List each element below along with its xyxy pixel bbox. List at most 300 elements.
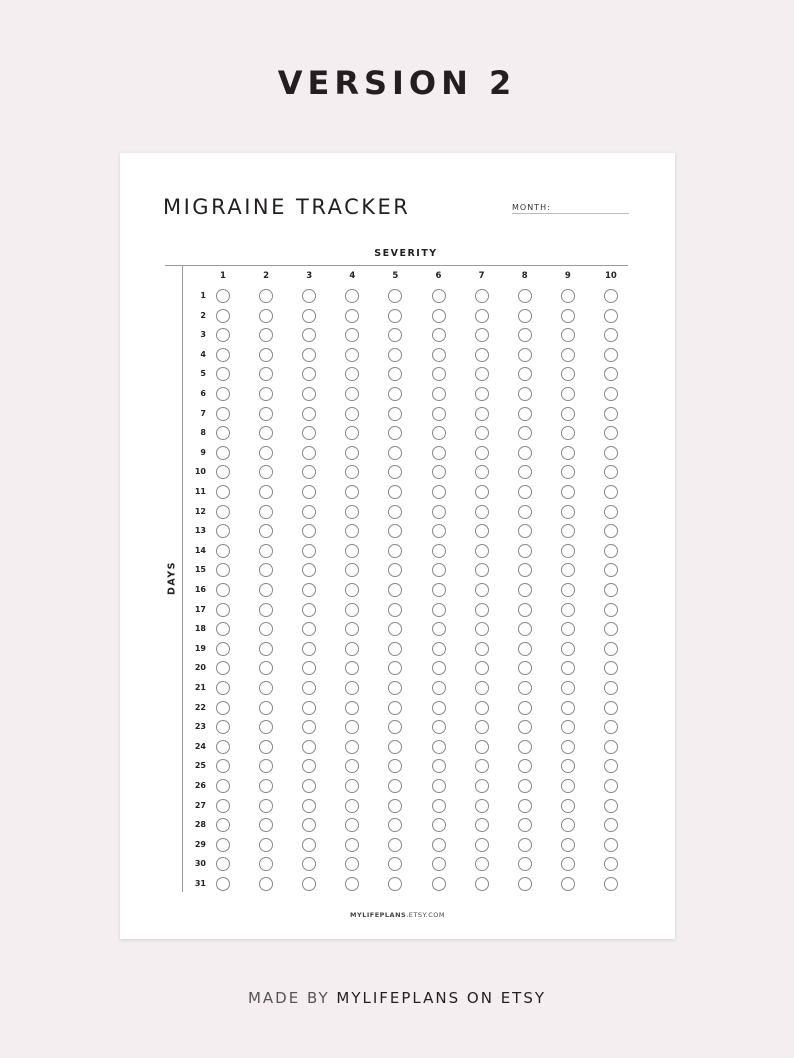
severity-bubble[interactable] bbox=[259, 348, 273, 362]
severity-bubble[interactable] bbox=[561, 524, 575, 538]
severity-bubble[interactable] bbox=[518, 681, 532, 695]
severity-bubble[interactable] bbox=[388, 622, 402, 636]
severity-bubble[interactable] bbox=[216, 563, 230, 577]
severity-bubble[interactable] bbox=[259, 681, 273, 695]
severity-bubble[interactable] bbox=[388, 779, 402, 793]
severity-bubble[interactable] bbox=[216, 701, 230, 715]
severity-bubble[interactable] bbox=[302, 701, 316, 715]
severity-bubble[interactable] bbox=[216, 524, 230, 538]
severity-bubble[interactable] bbox=[604, 289, 618, 303]
severity-bubble[interactable] bbox=[432, 426, 446, 440]
severity-bubble[interactable] bbox=[345, 446, 359, 460]
severity-bubble[interactable] bbox=[388, 544, 402, 558]
severity-bubble[interactable] bbox=[345, 387, 359, 401]
severity-bubble[interactable] bbox=[475, 505, 489, 519]
severity-bubble[interactable] bbox=[259, 309, 273, 323]
severity-bubble[interactable] bbox=[518, 328, 532, 342]
severity-bubble[interactable] bbox=[475, 524, 489, 538]
severity-bubble[interactable] bbox=[216, 544, 230, 558]
severity-bubble[interactable] bbox=[302, 759, 316, 773]
severity-bubble[interactable] bbox=[345, 642, 359, 656]
severity-bubble[interactable] bbox=[388, 759, 402, 773]
severity-bubble[interactable] bbox=[345, 740, 359, 754]
severity-bubble[interactable] bbox=[345, 857, 359, 871]
severity-bubble[interactable] bbox=[345, 524, 359, 538]
severity-bubble[interactable] bbox=[216, 681, 230, 695]
severity-bubble[interactable] bbox=[259, 407, 273, 421]
severity-bubble[interactable] bbox=[216, 289, 230, 303]
severity-bubble[interactable] bbox=[216, 661, 230, 675]
severity-bubble[interactable] bbox=[216, 740, 230, 754]
severity-bubble[interactable] bbox=[216, 407, 230, 421]
severity-bubble[interactable] bbox=[259, 289, 273, 303]
severity-bubble[interactable] bbox=[561, 661, 575, 675]
severity-bubble[interactable] bbox=[259, 622, 273, 636]
severity-bubble[interactable] bbox=[475, 583, 489, 597]
severity-bubble[interactable] bbox=[388, 857, 402, 871]
severity-bubble[interactable] bbox=[432, 799, 446, 813]
severity-bubble[interactable] bbox=[302, 505, 316, 519]
severity-bubble[interactable] bbox=[604, 622, 618, 636]
severity-bubble[interactable] bbox=[259, 661, 273, 675]
severity-bubble[interactable] bbox=[475, 701, 489, 715]
severity-bubble[interactable] bbox=[216, 877, 230, 891]
severity-bubble[interactable] bbox=[432, 622, 446, 636]
severity-bubble[interactable] bbox=[518, 701, 532, 715]
severity-bubble[interactable] bbox=[475, 446, 489, 460]
severity-bubble[interactable] bbox=[604, 877, 618, 891]
severity-bubble[interactable] bbox=[259, 465, 273, 479]
severity-bubble[interactable] bbox=[475, 603, 489, 617]
severity-bubble[interactable] bbox=[561, 563, 575, 577]
severity-bubble[interactable] bbox=[345, 348, 359, 362]
severity-bubble[interactable] bbox=[259, 701, 273, 715]
severity-bubble[interactable] bbox=[475, 544, 489, 558]
severity-bubble[interactable] bbox=[345, 328, 359, 342]
severity-bubble[interactable] bbox=[302, 328, 316, 342]
severity-bubble[interactable] bbox=[561, 328, 575, 342]
severity-bubble[interactable] bbox=[518, 426, 532, 440]
severity-bubble[interactable] bbox=[216, 583, 230, 597]
severity-bubble[interactable] bbox=[561, 681, 575, 695]
severity-bubble[interactable] bbox=[475, 779, 489, 793]
severity-bubble[interactable] bbox=[561, 701, 575, 715]
severity-bubble[interactable] bbox=[388, 485, 402, 499]
severity-bubble[interactable] bbox=[518, 603, 532, 617]
severity-bubble[interactable] bbox=[259, 583, 273, 597]
severity-bubble[interactable] bbox=[475, 799, 489, 813]
severity-bubble[interactable] bbox=[604, 485, 618, 499]
severity-bubble[interactable] bbox=[518, 465, 532, 479]
severity-bubble[interactable] bbox=[388, 681, 402, 695]
severity-bubble[interactable] bbox=[388, 446, 402, 460]
severity-bubble[interactable] bbox=[561, 289, 575, 303]
severity-bubble[interactable] bbox=[345, 583, 359, 597]
severity-bubble[interactable] bbox=[432, 818, 446, 832]
severity-bubble[interactable] bbox=[216, 446, 230, 460]
severity-bubble[interactable] bbox=[302, 818, 316, 832]
severity-bubble[interactable] bbox=[604, 603, 618, 617]
severity-bubble[interactable] bbox=[216, 309, 230, 323]
severity-bubble[interactable] bbox=[216, 387, 230, 401]
severity-bubble[interactable] bbox=[518, 485, 532, 499]
severity-bubble[interactable] bbox=[432, 701, 446, 715]
severity-bubble[interactable] bbox=[259, 779, 273, 793]
severity-bubble[interactable] bbox=[518, 309, 532, 323]
severity-bubble[interactable] bbox=[259, 642, 273, 656]
severity-bubble[interactable] bbox=[388, 877, 402, 891]
severity-bubble[interactable] bbox=[475, 563, 489, 577]
severity-bubble[interactable] bbox=[345, 407, 359, 421]
severity-bubble[interactable] bbox=[432, 603, 446, 617]
severity-bubble[interactable] bbox=[604, 740, 618, 754]
severity-bubble[interactable] bbox=[216, 465, 230, 479]
severity-bubble[interactable] bbox=[475, 407, 489, 421]
severity-bubble[interactable] bbox=[345, 701, 359, 715]
severity-bubble[interactable] bbox=[302, 387, 316, 401]
severity-bubble[interactable] bbox=[604, 642, 618, 656]
severity-bubble[interactable] bbox=[216, 818, 230, 832]
severity-bubble[interactable] bbox=[604, 563, 618, 577]
severity-bubble[interactable] bbox=[432, 367, 446, 381]
severity-bubble[interactable] bbox=[345, 289, 359, 303]
severity-bubble[interactable] bbox=[432, 759, 446, 773]
severity-bubble[interactable] bbox=[302, 524, 316, 538]
severity-bubble[interactable] bbox=[388, 309, 402, 323]
severity-bubble[interactable] bbox=[475, 348, 489, 362]
severity-bubble[interactable] bbox=[302, 583, 316, 597]
severity-bubble[interactable] bbox=[561, 583, 575, 597]
severity-bubble[interactable] bbox=[216, 622, 230, 636]
severity-bubble[interactable] bbox=[388, 661, 402, 675]
severity-bubble[interactable] bbox=[259, 759, 273, 773]
severity-bubble[interactable] bbox=[259, 426, 273, 440]
severity-bubble[interactable] bbox=[432, 485, 446, 499]
severity-bubble[interactable] bbox=[561, 367, 575, 381]
severity-bubble[interactable] bbox=[475, 328, 489, 342]
severity-bubble[interactable] bbox=[561, 309, 575, 323]
severity-bubble[interactable] bbox=[388, 701, 402, 715]
severity-bubble[interactable] bbox=[475, 465, 489, 479]
severity-bubble[interactable] bbox=[518, 740, 532, 754]
severity-bubble[interactable] bbox=[561, 818, 575, 832]
severity-bubble[interactable] bbox=[561, 387, 575, 401]
severity-bubble[interactable] bbox=[432, 524, 446, 538]
severity-bubble[interactable] bbox=[216, 642, 230, 656]
severity-bubble[interactable] bbox=[345, 563, 359, 577]
severity-bubble[interactable] bbox=[388, 838, 402, 852]
severity-bubble[interactable] bbox=[432, 505, 446, 519]
severity-bubble[interactable] bbox=[259, 720, 273, 734]
severity-bubble[interactable] bbox=[302, 661, 316, 675]
severity-bubble[interactable] bbox=[604, 524, 618, 538]
severity-bubble[interactable] bbox=[475, 857, 489, 871]
severity-bubble[interactable] bbox=[518, 563, 532, 577]
severity-bubble[interactable] bbox=[432, 681, 446, 695]
severity-bubble[interactable] bbox=[302, 446, 316, 460]
severity-bubble[interactable] bbox=[475, 720, 489, 734]
severity-bubble[interactable] bbox=[302, 838, 316, 852]
severity-bubble[interactable] bbox=[518, 642, 532, 656]
severity-bubble[interactable] bbox=[388, 328, 402, 342]
severity-bubble[interactable] bbox=[302, 544, 316, 558]
severity-bubble[interactable] bbox=[216, 367, 230, 381]
severity-bubble[interactable] bbox=[604, 681, 618, 695]
severity-bubble[interactable] bbox=[475, 759, 489, 773]
severity-bubble[interactable] bbox=[345, 622, 359, 636]
severity-bubble[interactable] bbox=[604, 505, 618, 519]
severity-bubble[interactable] bbox=[302, 681, 316, 695]
severity-bubble[interactable] bbox=[388, 465, 402, 479]
severity-bubble[interactable] bbox=[604, 407, 618, 421]
severity-bubble[interactable] bbox=[561, 446, 575, 460]
severity-bubble[interactable] bbox=[388, 348, 402, 362]
severity-bubble[interactable] bbox=[302, 348, 316, 362]
severity-bubble[interactable] bbox=[432, 309, 446, 323]
severity-bubble[interactable] bbox=[216, 759, 230, 773]
severity-bubble[interactable] bbox=[345, 426, 359, 440]
severity-bubble[interactable] bbox=[518, 524, 532, 538]
severity-bubble[interactable] bbox=[302, 465, 316, 479]
severity-bubble[interactable] bbox=[259, 838, 273, 852]
severity-bubble[interactable] bbox=[518, 838, 532, 852]
severity-bubble[interactable] bbox=[302, 367, 316, 381]
severity-bubble[interactable] bbox=[604, 779, 618, 793]
severity-bubble[interactable] bbox=[561, 740, 575, 754]
severity-bubble[interactable] bbox=[604, 544, 618, 558]
severity-bubble[interactable] bbox=[518, 779, 532, 793]
severity-bubble[interactable] bbox=[302, 563, 316, 577]
severity-bubble[interactable] bbox=[518, 289, 532, 303]
severity-bubble[interactable] bbox=[302, 779, 316, 793]
severity-bubble[interactable] bbox=[432, 544, 446, 558]
severity-bubble[interactable] bbox=[604, 426, 618, 440]
severity-bubble[interactable] bbox=[432, 857, 446, 871]
severity-bubble[interactable] bbox=[561, 877, 575, 891]
severity-bubble[interactable] bbox=[345, 309, 359, 323]
severity-bubble[interactable] bbox=[604, 309, 618, 323]
severity-bubble[interactable] bbox=[345, 465, 359, 479]
severity-bubble[interactable] bbox=[216, 720, 230, 734]
severity-bubble[interactable] bbox=[302, 603, 316, 617]
severity-bubble[interactable] bbox=[432, 779, 446, 793]
severity-bubble[interactable] bbox=[432, 328, 446, 342]
severity-bubble[interactable] bbox=[259, 387, 273, 401]
severity-bubble[interactable] bbox=[388, 289, 402, 303]
severity-bubble[interactable] bbox=[216, 857, 230, 871]
severity-bubble[interactable] bbox=[259, 544, 273, 558]
severity-bubble[interactable] bbox=[475, 289, 489, 303]
severity-bubble[interactable] bbox=[216, 426, 230, 440]
severity-bubble[interactable] bbox=[345, 759, 359, 773]
severity-bubble[interactable] bbox=[259, 799, 273, 813]
severity-bubble[interactable] bbox=[518, 857, 532, 871]
severity-bubble[interactable] bbox=[388, 367, 402, 381]
severity-bubble[interactable] bbox=[345, 485, 359, 499]
severity-bubble[interactable] bbox=[216, 485, 230, 499]
severity-bubble[interactable] bbox=[604, 857, 618, 871]
severity-bubble[interactable] bbox=[216, 603, 230, 617]
severity-bubble[interactable] bbox=[604, 446, 618, 460]
severity-bubble[interactable] bbox=[604, 759, 618, 773]
severity-bubble[interactable] bbox=[302, 740, 316, 754]
severity-bubble[interactable] bbox=[432, 387, 446, 401]
severity-bubble[interactable] bbox=[302, 877, 316, 891]
severity-bubble[interactable] bbox=[302, 407, 316, 421]
severity-bubble[interactable] bbox=[475, 661, 489, 675]
severity-bubble[interactable] bbox=[604, 328, 618, 342]
severity-bubble[interactable] bbox=[518, 387, 532, 401]
severity-bubble[interactable] bbox=[561, 544, 575, 558]
severity-bubble[interactable] bbox=[216, 328, 230, 342]
severity-bubble[interactable] bbox=[475, 877, 489, 891]
severity-bubble[interactable] bbox=[432, 465, 446, 479]
severity-bubble[interactable] bbox=[388, 642, 402, 656]
severity-bubble[interactable] bbox=[259, 485, 273, 499]
severity-bubble[interactable] bbox=[388, 818, 402, 832]
severity-bubble[interactable] bbox=[561, 407, 575, 421]
severity-bubble[interactable] bbox=[518, 348, 532, 362]
severity-bubble[interactable] bbox=[302, 799, 316, 813]
severity-bubble[interactable] bbox=[216, 799, 230, 813]
severity-bubble[interactable] bbox=[561, 799, 575, 813]
severity-bubble[interactable] bbox=[302, 622, 316, 636]
severity-bubble[interactable] bbox=[432, 720, 446, 734]
severity-bubble[interactable] bbox=[388, 603, 402, 617]
severity-bubble[interactable] bbox=[475, 622, 489, 636]
severity-bubble[interactable] bbox=[302, 485, 316, 499]
severity-bubble[interactable] bbox=[388, 387, 402, 401]
severity-bubble[interactable] bbox=[561, 603, 575, 617]
severity-bubble[interactable] bbox=[561, 622, 575, 636]
severity-bubble[interactable] bbox=[345, 367, 359, 381]
severity-bubble[interactable] bbox=[518, 407, 532, 421]
severity-bubble[interactable] bbox=[604, 348, 618, 362]
severity-bubble[interactable] bbox=[345, 603, 359, 617]
severity-bubble[interactable] bbox=[432, 740, 446, 754]
severity-bubble[interactable] bbox=[388, 505, 402, 519]
severity-bubble[interactable] bbox=[302, 857, 316, 871]
severity-bubble[interactable] bbox=[259, 563, 273, 577]
severity-bubble[interactable] bbox=[518, 367, 532, 381]
severity-bubble[interactable] bbox=[259, 603, 273, 617]
severity-bubble[interactable] bbox=[259, 367, 273, 381]
severity-bubble[interactable] bbox=[475, 485, 489, 499]
severity-bubble[interactable] bbox=[388, 426, 402, 440]
severity-bubble[interactable] bbox=[388, 563, 402, 577]
severity-bubble[interactable] bbox=[518, 661, 532, 675]
severity-bubble[interactable] bbox=[302, 309, 316, 323]
severity-bubble[interactable] bbox=[216, 505, 230, 519]
severity-bubble[interactable] bbox=[475, 681, 489, 695]
severity-bubble[interactable] bbox=[259, 328, 273, 342]
severity-bubble[interactable] bbox=[432, 446, 446, 460]
severity-bubble[interactable] bbox=[302, 642, 316, 656]
severity-bubble[interactable] bbox=[388, 583, 402, 597]
severity-bubble[interactable] bbox=[302, 426, 316, 440]
severity-bubble[interactable] bbox=[604, 799, 618, 813]
severity-bubble[interactable] bbox=[432, 877, 446, 891]
severity-bubble[interactable] bbox=[518, 583, 532, 597]
severity-bubble[interactable] bbox=[388, 720, 402, 734]
severity-bubble[interactable] bbox=[432, 289, 446, 303]
severity-bubble[interactable] bbox=[345, 799, 359, 813]
severity-bubble[interactable] bbox=[475, 642, 489, 656]
severity-bubble[interactable] bbox=[518, 505, 532, 519]
severity-bubble[interactable] bbox=[561, 838, 575, 852]
severity-bubble[interactable] bbox=[604, 838, 618, 852]
severity-bubble[interactable] bbox=[259, 505, 273, 519]
severity-bubble[interactable] bbox=[604, 701, 618, 715]
severity-bubble[interactable] bbox=[518, 446, 532, 460]
severity-bubble[interactable] bbox=[345, 505, 359, 519]
severity-bubble[interactable] bbox=[518, 759, 532, 773]
severity-bubble[interactable] bbox=[388, 740, 402, 754]
severity-bubble[interactable] bbox=[302, 720, 316, 734]
severity-bubble[interactable] bbox=[475, 838, 489, 852]
severity-bubble[interactable] bbox=[518, 720, 532, 734]
severity-bubble[interactable] bbox=[561, 465, 575, 479]
severity-bubble[interactable] bbox=[561, 759, 575, 773]
severity-bubble[interactable] bbox=[216, 779, 230, 793]
severity-bubble[interactable] bbox=[475, 426, 489, 440]
severity-bubble[interactable] bbox=[345, 544, 359, 558]
severity-bubble[interactable] bbox=[475, 818, 489, 832]
severity-bubble[interactable] bbox=[345, 877, 359, 891]
severity-bubble[interactable] bbox=[432, 583, 446, 597]
severity-bubble[interactable] bbox=[432, 563, 446, 577]
severity-bubble[interactable] bbox=[259, 857, 273, 871]
severity-bubble[interactable] bbox=[561, 779, 575, 793]
severity-bubble[interactable] bbox=[345, 681, 359, 695]
severity-bubble[interactable] bbox=[388, 799, 402, 813]
severity-bubble[interactable] bbox=[604, 818, 618, 832]
severity-bubble[interactable] bbox=[345, 720, 359, 734]
severity-bubble[interactable] bbox=[518, 818, 532, 832]
severity-bubble[interactable] bbox=[475, 309, 489, 323]
severity-bubble[interactable] bbox=[345, 838, 359, 852]
severity-bubble[interactable] bbox=[388, 407, 402, 421]
severity-bubble[interactable] bbox=[561, 642, 575, 656]
severity-bubble[interactable] bbox=[475, 367, 489, 381]
severity-bubble[interactable] bbox=[561, 348, 575, 362]
severity-bubble[interactable] bbox=[259, 524, 273, 538]
severity-bubble[interactable] bbox=[604, 720, 618, 734]
severity-bubble[interactable] bbox=[216, 838, 230, 852]
severity-bubble[interactable] bbox=[518, 877, 532, 891]
severity-bubble[interactable] bbox=[345, 779, 359, 793]
severity-bubble[interactable] bbox=[475, 740, 489, 754]
severity-bubble[interactable] bbox=[561, 426, 575, 440]
severity-bubble[interactable] bbox=[432, 407, 446, 421]
severity-bubble[interactable] bbox=[216, 348, 230, 362]
severity-bubble[interactable] bbox=[518, 799, 532, 813]
severity-bubble[interactable] bbox=[604, 583, 618, 597]
severity-bubble[interactable] bbox=[302, 289, 316, 303]
severity-bubble[interactable] bbox=[345, 661, 359, 675]
severity-bubble[interactable] bbox=[561, 485, 575, 499]
severity-bubble[interactable] bbox=[259, 877, 273, 891]
severity-bubble[interactable] bbox=[259, 446, 273, 460]
severity-bubble[interactable] bbox=[388, 524, 402, 538]
severity-bubble[interactable] bbox=[432, 642, 446, 656]
severity-bubble[interactable] bbox=[345, 818, 359, 832]
severity-bubble[interactable] bbox=[259, 740, 273, 754]
severity-bubble[interactable] bbox=[432, 661, 446, 675]
severity-bubble[interactable] bbox=[604, 465, 618, 479]
severity-bubble[interactable] bbox=[518, 544, 532, 558]
severity-bubble[interactable] bbox=[561, 720, 575, 734]
